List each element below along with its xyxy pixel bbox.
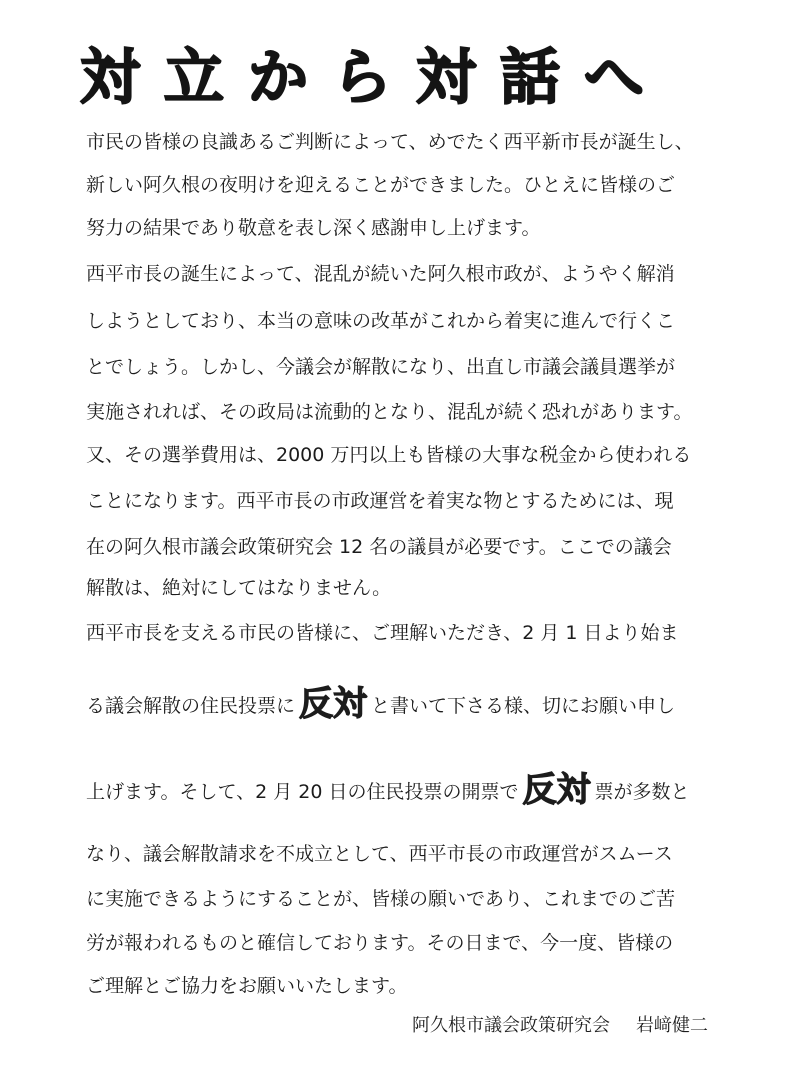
- line-text: 上げます。そして、2 月 20 日の住民投票の開票で: [86, 781, 519, 803]
- paragraph-2-line: 解散は、絶対にしてはなりません。: [86, 577, 392, 599]
- paragraph-2-line: しようとしており、本当の意味の改革がこれから着実に進んで行くこ: [86, 310, 676, 332]
- paragraph-2-line: 西平市長の誕生によって、混乱が続いた阿久根市政が、ようやく解消: [86, 263, 675, 285]
- paragraph-1-line: 新しい阿久根の夜明けを迎えることができました。ひとえに皆様のご: [86, 174, 676, 196]
- paragraph-3-line: ご理解とご協力をお願いいたします。: [86, 975, 408, 997]
- paragraph-3-line: なり、議会解散請求を不成立として、西平市長の市政運営がスムース: [86, 843, 673, 865]
- paragraph-1-line: 市民の皆様の良識あるご判断によって、めでたく西平新市長が誕生し、: [86, 131, 694, 153]
- paragraph-1-line: 努力の結果であり敬意を表し深く感謝申し上げます。: [86, 217, 541, 239]
- paragraph-2-line: 又、その選挙費用は、2000 万円以上も皆様の大事な税金から使われる: [86, 444, 692, 466]
- paragraph-2-line: ことになります。西平市長の市政運営を着実な物とするためには、現: [86, 490, 674, 512]
- paragraph-3-line: 西平市長を支える市民の皆様に、ご理解いただき、2 月 1 日より始ま: [86, 622, 679, 644]
- emphasis-oppose: 反対: [522, 770, 591, 810]
- line-text: と書いて下さる様、切にお願い申し: [371, 695, 676, 717]
- line-text: 票が多数と: [594, 781, 690, 803]
- line-text: る議会解散の住民投票に: [86, 695, 296, 717]
- paragraph-3-line: に実施できるようにすることが、皆様の願いであり、これまでのご苦: [86, 888, 676, 910]
- paragraph-3-line-with-emphasis: [86, 770, 690, 810]
- signature: [412, 1013, 708, 1039]
- signature-organization: 阿久根市議会政策研究会: [412, 1015, 610, 1036]
- signature-name: 岩﨑健二: [636, 1015, 708, 1036]
- paragraph-3-line-with-emphasis: [86, 684, 676, 724]
- paragraph-2-line: とでしょう。しかし、今議会が解散になり、出直し市議会議員選挙が: [86, 356, 676, 378]
- paragraph-2-line: 実施されれば、その政局は流動的となり、混乱が続く恐れがあります。: [86, 401, 693, 423]
- paragraph-3-line: 労が報われるものと確信しております。その日まで、今一度、皆様の: [86, 932, 674, 954]
- paragraph-2-line: 在の阿久根市議会政策研究会 12 名の議員が必要です。ここでの議会: [86, 536, 672, 558]
- emphasis-oppose: 反対: [299, 684, 368, 724]
- document-title: 対立から対話へ: [80, 43, 668, 113]
